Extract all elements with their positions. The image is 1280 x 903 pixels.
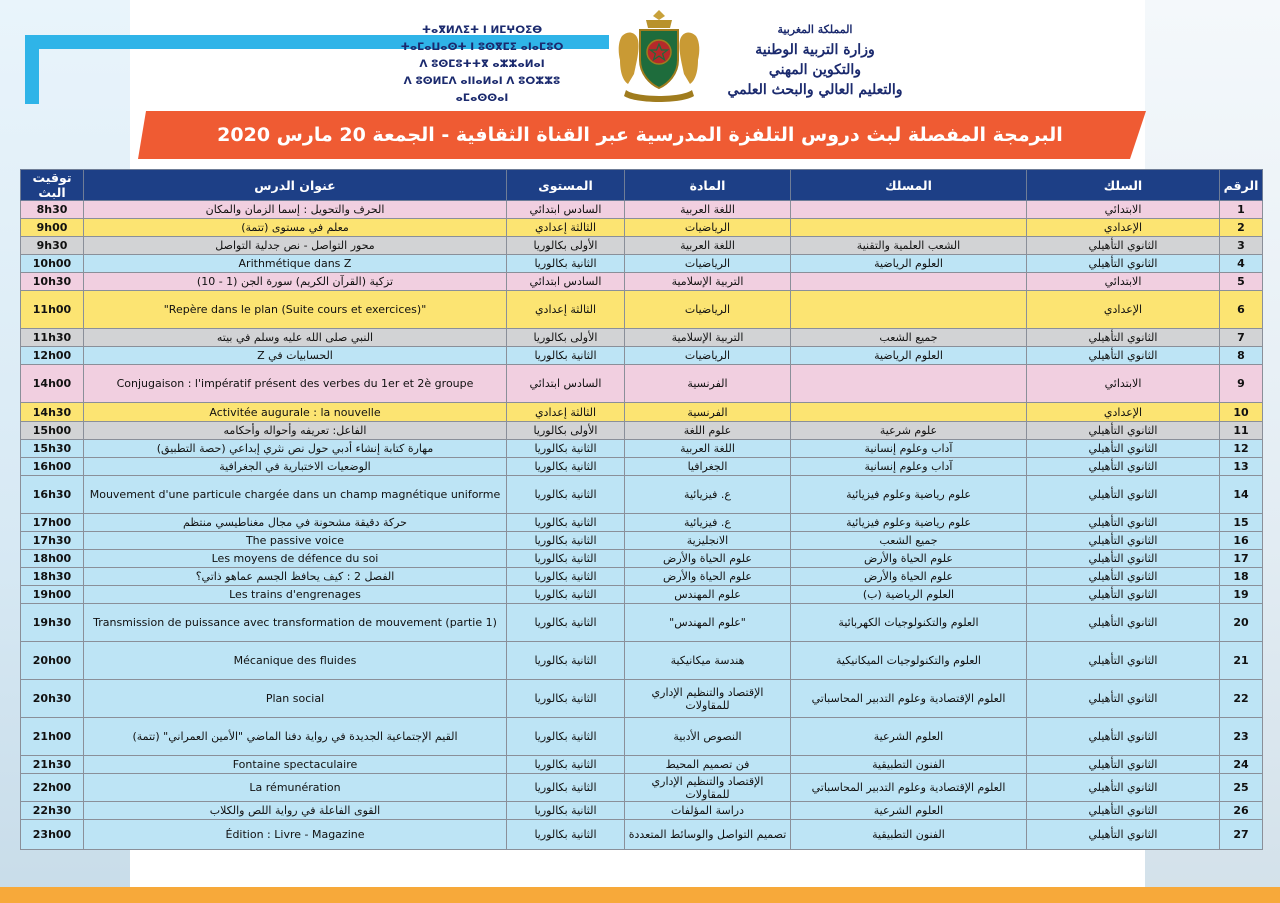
tifinagh-ministry-name: [382, 22, 582, 107]
cell-subject: الرياضيات: [625, 219, 791, 237]
cell-track: العلوم الشرعية: [791, 718, 1027, 756]
cell-lesson: محور التواصل - نص جدلية التواصل: [84, 237, 507, 255]
cell-num: 19: [1220, 586, 1263, 604]
cell-level: الثانية بكالوريا: [507, 586, 625, 604]
table-row: [21, 273, 1263, 291]
cell-num: 5: [1220, 273, 1263, 291]
tifinagh-line: ⴷ ⵓⵙⵎⵓⵜⵜⴳ ⴰⵣⵣⴰⵍⴰⵏ: [419, 58, 545, 70]
table-row: [21, 820, 1263, 850]
cell-num: 20: [1220, 604, 1263, 642]
cell-lesson: Plan social: [84, 680, 507, 718]
table-row: [21, 365, 1263, 403]
cell-num: 27: [1220, 820, 1263, 850]
cell-cycle: الثانوي التأهيلي: [1027, 329, 1220, 347]
cell-level: الثانية بكالوريا: [507, 604, 625, 642]
cell-cycle: الثانوي التأهيلي: [1027, 458, 1220, 476]
cell-subject: النصوص الأدبية: [625, 718, 791, 756]
table-row: [21, 458, 1263, 476]
cell-track: الشعب العلمية والتقنية: [791, 237, 1027, 255]
cell-track: علوم شرعية: [791, 422, 1027, 440]
column-header-level: المستوى: [507, 170, 625, 201]
cell-lesson: معلم في مستوى (تتمة): [84, 219, 507, 237]
cell-lesson: الوضعيات الاختبارية في الجغرافية: [84, 458, 507, 476]
cell-subject: هندسة ميكانيكية: [625, 642, 791, 680]
column-header-num: الرقم: [1220, 170, 1263, 201]
cell-cycle: الثانوي التأهيلي: [1027, 586, 1220, 604]
cell-track: [791, 201, 1027, 219]
cell-time: 17h00: [21, 514, 84, 532]
cell-track: العلوم الإقتصادية وعلوم التدبير المحاسباتي: [791, 680, 1027, 718]
cell-time: 15h00: [21, 422, 84, 440]
cell-num: 25: [1220, 774, 1263, 802]
column-header-lesson: عنوان الدرس: [84, 170, 507, 201]
cell-lesson: الحرف والتحويل : إسما الزمان والمكان: [84, 201, 507, 219]
table-row: [21, 237, 1263, 255]
cell-num: 8: [1220, 347, 1263, 365]
cell-level: الثانية بكالوريا: [507, 532, 625, 550]
cell-num: 26: [1220, 802, 1263, 820]
table-row: [21, 476, 1263, 514]
cell-num: 11: [1220, 422, 1263, 440]
cell-time: 19h30: [21, 604, 84, 642]
arabic-line: والتكوين المهني: [768, 62, 862, 78]
cell-track: علوم الحياة والأرض: [791, 550, 1027, 568]
cell-subject: الرياضيات: [625, 255, 791, 273]
table-row: [21, 291, 1263, 329]
cell-time: 11h00: [21, 291, 84, 329]
cell-subject: الرياضيات: [625, 347, 791, 365]
cell-num: 10: [1220, 403, 1263, 422]
cell-level: الأولى بكالوريا: [507, 422, 625, 440]
table-row: [21, 718, 1263, 756]
cell-time: 15h30: [21, 440, 84, 458]
cell-subject: الرياضيات: [625, 291, 791, 329]
cell-track: العلوم الإقتصادية وعلوم التدبير المحاسباتي: [791, 774, 1027, 802]
table-row: [21, 802, 1263, 820]
cell-track: [791, 219, 1027, 237]
cell-subject: علوم اللغة: [625, 422, 791, 440]
cell-level: الثالثة إعدادي: [507, 403, 625, 422]
cell-track: العلوم الرياضية: [791, 255, 1027, 273]
cell-subject: الإقتصاد والتنظيم الإداري للمقاولات: [625, 774, 791, 802]
cell-subject: دراسة المؤلفات: [625, 802, 791, 820]
cell-subject: التربية الإسلامية: [625, 273, 791, 291]
cell-level: الثانية بكالوريا: [507, 774, 625, 802]
cell-num: 21: [1220, 642, 1263, 680]
cell-track: العلوم الشرعية: [791, 802, 1027, 820]
cell-time: 14h30: [21, 403, 84, 422]
cell-track: [791, 365, 1027, 403]
cell-cycle: الابتدائي: [1027, 273, 1220, 291]
cell-time: 20h30: [21, 680, 84, 718]
column-header-track: المسلك: [791, 170, 1027, 201]
cell-time: 17h30: [21, 532, 84, 550]
table-row: [21, 586, 1263, 604]
cell-time: 16h30: [21, 476, 84, 514]
cell-num: 15: [1220, 514, 1263, 532]
cell-subject: الجغرافيا: [625, 458, 791, 476]
cell-subject: الفرنسية: [625, 403, 791, 422]
cell-lesson: "Repère dans le plan (Suite cours et exercices)": [84, 291, 507, 329]
cell-level: الثانية بكالوريا: [507, 568, 625, 586]
cell-cycle: الثانوي التأهيلي: [1027, 476, 1220, 514]
cell-lesson: الفصل 2 : كيف يحافظ الجسم عماهو ذاتي؟: [84, 568, 507, 586]
cell-track: العلوم والتكنولوجيات الميكانيكية: [791, 642, 1027, 680]
cell-level: الثانية بكالوريا: [507, 440, 625, 458]
cell-cycle: الثانوي التأهيلي: [1027, 422, 1220, 440]
table-row: [21, 255, 1263, 273]
cell-cycle: الإعدادي: [1027, 219, 1220, 237]
cell-lesson: النبي صلى الله عليه وسلم في بيته: [84, 329, 507, 347]
cell-num: 16: [1220, 532, 1263, 550]
cell-lesson: حركة دقيقة مشحونة في مجال مغناطيسي منتظم: [84, 514, 507, 532]
cell-lesson: La rémunération: [84, 774, 507, 802]
cell-level: الثانية بكالوريا: [507, 347, 625, 365]
cell-cycle: الثانوي التأهيلي: [1027, 255, 1220, 273]
cell-lesson: Édition : Livre - Magazine: [84, 820, 507, 850]
cell-subject: علوم الحياة والأرض: [625, 550, 791, 568]
cell-time: 9h30: [21, 237, 84, 255]
cell-subject: تصميم التواصل والوسائط المتعددة: [625, 820, 791, 850]
cell-cycle: الثانوي التأهيلي: [1027, 568, 1220, 586]
cell-num: 14: [1220, 476, 1263, 514]
cell-lesson: Arithmétique dans Z: [84, 255, 507, 273]
cell-track: [791, 403, 1027, 422]
cell-cycle: الثانوي التأهيلي: [1027, 756, 1220, 774]
table-row: [21, 642, 1263, 680]
cell-subject: اللغة العربية: [625, 440, 791, 458]
cell-track: العلوم الرياضية: [791, 347, 1027, 365]
cell-track: العلوم والتكنولوجيات الكهربائية: [791, 604, 1027, 642]
cell-track: [791, 273, 1027, 291]
cell-time: 23h00: [21, 820, 84, 850]
table-row: [21, 568, 1263, 586]
cell-subject: علوم الحياة والأرض: [625, 568, 791, 586]
cell-time: 18h30: [21, 568, 84, 586]
table-row: [21, 550, 1263, 568]
cell-subject: اللغة العربية: [625, 201, 791, 219]
cell-subject: الفرنسية: [625, 365, 791, 403]
cell-subject: "علوم المهندس": [625, 604, 791, 642]
cell-num: 1: [1220, 201, 1263, 219]
cell-subject: الانجليزية: [625, 532, 791, 550]
table-row: [21, 680, 1263, 718]
cell-track: علوم رياضية وعلوم فيزيائية: [791, 514, 1027, 532]
cell-subject: اللغة العربية: [625, 237, 791, 255]
cell-level: الثانية بكالوريا: [507, 680, 625, 718]
cell-time: 9h00: [21, 219, 84, 237]
cell-num: 3: [1220, 237, 1263, 255]
cell-cycle: الثانوي التأهيلي: [1027, 802, 1220, 820]
cell-lesson: Fontaine spectaculaire: [84, 756, 507, 774]
cell-subject: ع. فيزيائية: [625, 476, 791, 514]
cell-cycle: الثانوي التأهيلي: [1027, 680, 1220, 718]
table-row: [21, 774, 1263, 802]
cell-level: الثانية بكالوريا: [507, 550, 625, 568]
cell-time: 20h00: [21, 642, 84, 680]
schedule-table: [20, 169, 1263, 850]
cell-level: الثانية بكالوريا: [507, 756, 625, 774]
cell-lesson: مهارة كتابة إنشاء أدبي حول نص نثري إبداعي (حصة التطبيق): [84, 440, 507, 458]
cell-cycle: الابتدائي: [1027, 365, 1220, 403]
table-row: [21, 329, 1263, 347]
table-row: [21, 201, 1263, 219]
coat-of-arms-icon: [612, 6, 706, 106]
cell-time: 21h00: [21, 718, 84, 756]
cell-level: الثانية بكالوريا: [507, 476, 625, 514]
cell-level: السادس ابتدائي: [507, 273, 625, 291]
cell-level: الثانية بكالوريا: [507, 458, 625, 476]
column-header-cycle: السلك: [1027, 170, 1220, 201]
cell-level: الأولى بكالوريا: [507, 237, 625, 255]
cell-cycle: الابتدائي: [1027, 201, 1220, 219]
cell-subject: علوم المهندس: [625, 586, 791, 604]
cell-cycle: الثانوي التأهيلي: [1027, 347, 1220, 365]
table-header-row: [21, 170, 1263, 201]
cell-num: 9: [1220, 365, 1263, 403]
tifinagh-line: ⵜⴰⵎⴰⵡⴰⵙⵜ ⵏ ⵓⵙⴳⵎⵉ ⴰⵏⴰⵎⵓⵔ: [400, 41, 564, 53]
cell-time: 16h00: [21, 458, 84, 476]
cell-track: جميع الشعب: [791, 329, 1027, 347]
cell-track: جميع الشعب: [791, 532, 1027, 550]
cell-lesson: الفاعل: تعريفه وأحواله وأحكامه: [84, 422, 507, 440]
cell-level: الثانية بكالوريا: [507, 802, 625, 820]
table-row: [21, 219, 1263, 237]
cell-subject: التربية الإسلامية: [625, 329, 791, 347]
cell-time: 10h00: [21, 255, 84, 273]
cell-level: الثانية بكالوريا: [507, 514, 625, 532]
cell-track: [791, 291, 1027, 329]
cell-lesson: The passive voice: [84, 532, 507, 550]
table-row: [21, 514, 1263, 532]
cell-cycle: الثانوي التأهيلي: [1027, 642, 1220, 680]
cell-lesson: Activitée augurale : la nouvelle: [84, 403, 507, 422]
cell-cycle: الثانوي التأهيلي: [1027, 550, 1220, 568]
cell-time: 21h30: [21, 756, 84, 774]
cell-num: 17: [1220, 550, 1263, 568]
cell-cycle: الثانوي التأهيلي: [1027, 532, 1220, 550]
cell-level: الثانية بكالوريا: [507, 718, 625, 756]
cell-lesson: القوى الفاعلة في رواية اللص والكلاب: [84, 802, 507, 820]
table-row: [21, 422, 1263, 440]
cell-track: العلوم الرياضية (ب): [791, 586, 1027, 604]
cell-track: الفنون التطبيقية: [791, 756, 1027, 774]
cell-time: 14h00: [21, 365, 84, 403]
cell-lesson: Mécanique des fluides: [84, 642, 507, 680]
cell-cycle: الثانوي التأهيلي: [1027, 237, 1220, 255]
cell-lesson: Mouvement d'une particule chargée dans un champ magnétique uniforme: [84, 476, 507, 514]
cell-subject: ع. فيزيائية: [625, 514, 791, 532]
cell-cycle: الإعدادي: [1027, 403, 1220, 422]
cell-num: 4: [1220, 255, 1263, 273]
tifinagh-line: ⵜⴰⴳⵍⴷⵉⵜ ⵏ ⵍⵎⵖⵔⵉⴱ: [421, 24, 543, 36]
cell-cycle: الثانوي التأهيلي: [1027, 774, 1220, 802]
cell-lesson: Les moyens de défence du soi: [84, 550, 507, 568]
cell-level: الثالثة إعدادي: [507, 219, 625, 237]
table-row: [21, 347, 1263, 365]
cell-time: 12h00: [21, 347, 84, 365]
cell-num: 6: [1220, 291, 1263, 329]
cell-num: 13: [1220, 458, 1263, 476]
cell-cycle: الثانوي التأهيلي: [1027, 718, 1220, 756]
cell-time: 8h30: [21, 201, 84, 219]
cell-level: السادس ابتدائي: [507, 365, 625, 403]
cell-time: 22h00: [21, 774, 84, 802]
cell-lesson: Transmission de puissance avec transformation de mouvement (partie 1): [84, 604, 507, 642]
cell-level: الثالثة إعدادي: [507, 291, 625, 329]
column-header-time: توقيت البث: [21, 170, 84, 201]
cell-lesson: الحسابيات في Z: [84, 347, 507, 365]
cell-level: السادس ابتدائي: [507, 201, 625, 219]
cell-num: 12: [1220, 440, 1263, 458]
cell-level: الثانية بكالوريا: [507, 255, 625, 273]
cell-cycle: الثانوي التأهيلي: [1027, 604, 1220, 642]
cell-lesson: Les trains d'engrenages: [84, 586, 507, 604]
arabic-line: وزارة التربية الوطنية: [755, 42, 875, 58]
arabic-line: المملكة المغربية: [777, 23, 853, 36]
cell-time: 10h30: [21, 273, 84, 291]
cell-cycle: الثانوي التأهيلي: [1027, 514, 1220, 532]
cell-num: 2: [1220, 219, 1263, 237]
cell-track: الفنون التطبيقية: [791, 820, 1027, 850]
cell-subject: فن تصميم المحيط: [625, 756, 791, 774]
arabic-line: والتعليم العالي والبحث العلمي: [727, 82, 903, 98]
cell-lesson: القيم الإجتماعية الجديدة في رواية دفنا الماضي "الأمين العمراني" (تتمة): [84, 718, 507, 756]
cell-cycle: الثانوي التأهيلي: [1027, 820, 1220, 850]
cell-track: آداب وعلوم إنسانية: [791, 440, 1027, 458]
cell-lesson: Conjugaison : l'impératif présent des verbes du 1er et 2è groupe: [84, 365, 507, 403]
cell-num: 7: [1220, 329, 1263, 347]
table-row: [21, 403, 1263, 422]
cell-cycle: الإعدادي: [1027, 291, 1220, 329]
cell-num: 22: [1220, 680, 1263, 718]
cell-subject: الإقتصاد والتنظيم الإداري للمقاولات: [625, 680, 791, 718]
cell-lesson: تزكية (القرآن الكريم) سورة الجن (1 - 10): [84, 273, 507, 291]
bottom-accent-bar: [0, 887, 1280, 903]
table-row: [21, 604, 1263, 642]
cell-level: الثانية بكالوريا: [507, 820, 625, 850]
cell-track: آداب وعلوم إنسانية: [791, 458, 1027, 476]
cell-num: 18: [1220, 568, 1263, 586]
cell-time: 18h00: [21, 550, 84, 568]
cell-track: علوم رياضية وعلوم فيزيائية: [791, 476, 1027, 514]
arabic-ministry-name: [705, 20, 925, 100]
cell-num: 23: [1220, 718, 1263, 756]
column-header-subject: المادة: [625, 170, 791, 201]
cell-level: الأولى بكالوريا: [507, 329, 625, 347]
cell-cycle: الثانوي التأهيلي: [1027, 440, 1220, 458]
cell-num: 24: [1220, 756, 1263, 774]
cell-level: الثانية بكالوريا: [507, 642, 625, 680]
cell-time: 22h30: [21, 802, 84, 820]
table-row: [21, 532, 1263, 550]
page-title: البرمجة المفصلة لبث دروس التلفزة المدرسية عبر القناة الثقافية - الجمعة 20 مارس 2020: [217, 124, 1063, 146]
table-row: [21, 756, 1263, 774]
cell-time: 11h30: [21, 329, 84, 347]
page-header: [0, 0, 1280, 112]
table-row: [21, 440, 1263, 458]
cell-time: 19h00: [21, 586, 84, 604]
tifinagh-line: ⴷ ⵓⵙⵍⵎⴷ ⴰⵏⵏⴰⵍⴰⵏ ⴷ ⵓⵔⵣⵣⵓ ⴰⵎⴰⵙⵙⴰⵏ: [403, 75, 561, 104]
cell-track: علوم الحياة والأرض: [791, 568, 1027, 586]
